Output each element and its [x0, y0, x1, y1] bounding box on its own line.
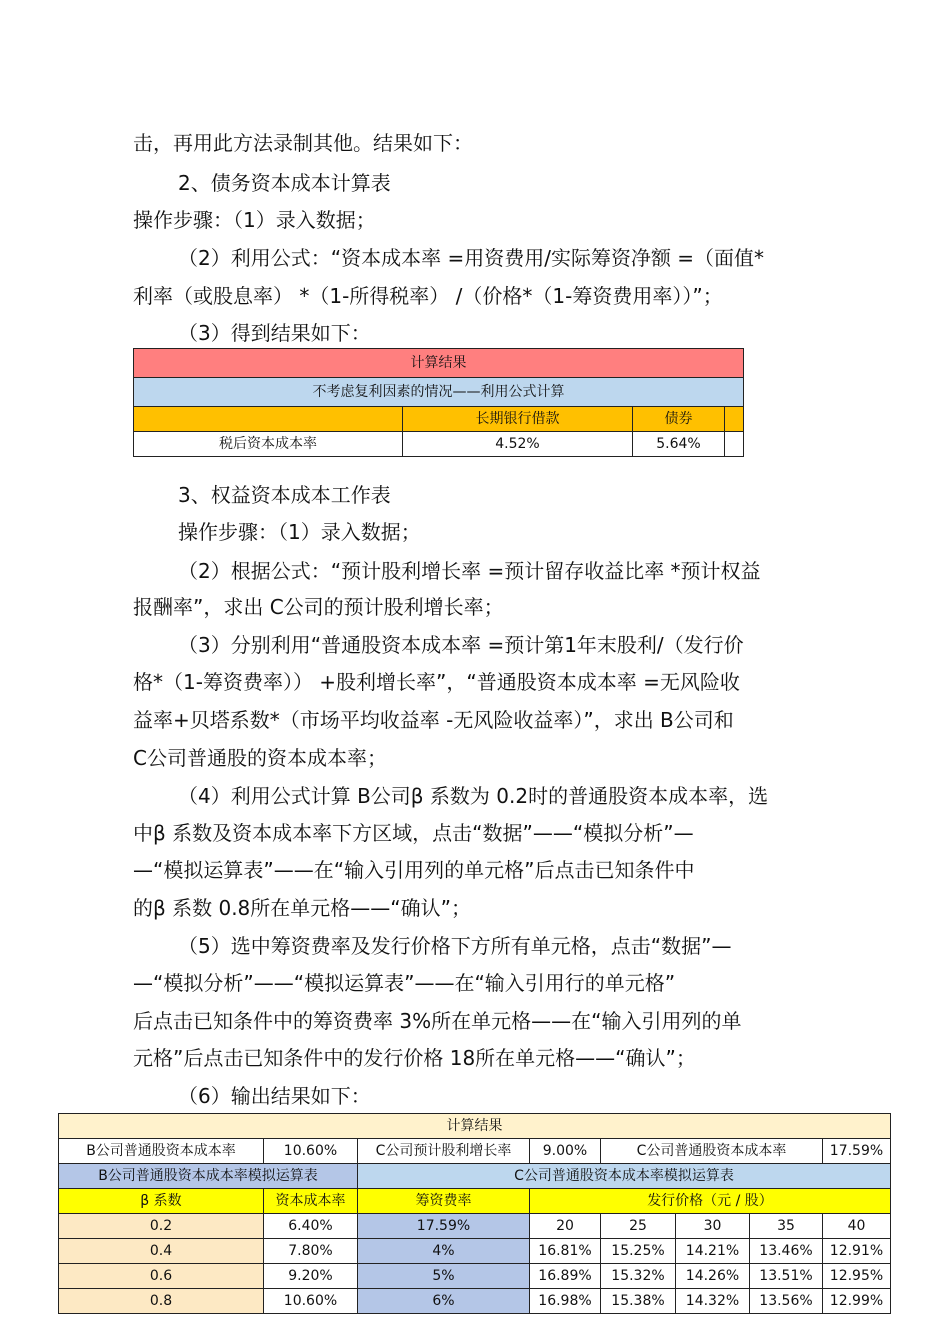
- beta-cell: 0.2: [59, 1214, 264, 1239]
- fee-cell: 6%: [358, 1289, 530, 1314]
- paragraph-line: 击，再用此方法录制其他。结果如下：: [133, 131, 473, 155]
- cell-empty: [725, 432, 744, 457]
- cell-value: 5.64%: [633, 432, 725, 457]
- header-price: 发行价格（元 / 股）: [530, 1189, 891, 1214]
- cost-cell: 9.20%: [264, 1264, 358, 1289]
- beta-cell: 0.8: [59, 1289, 264, 1314]
- price-cell: 30: [676, 1214, 750, 1239]
- header-fee: 筹资费率: [358, 1189, 530, 1214]
- paragraph-line: 操作步骤：（1）录入数据；: [133, 208, 376, 232]
- header-bank-loan: 长期银行借款: [403, 407, 633, 432]
- paragraph-line: 的β 系数 0.8所在单元格——“确认”；: [133, 896, 472, 920]
- paragraph-line: （6）输出结果如下：: [178, 1084, 371, 1108]
- result-cell: 13.46%: [750, 1239, 823, 1264]
- header-filler: [725, 407, 744, 432]
- fee-cell: 17.59%: [358, 1214, 530, 1239]
- cost-cell: 10.60%: [264, 1289, 358, 1314]
- equity-cost-table: [58, 1113, 891, 1314]
- result-cell: 12.95%: [823, 1264, 891, 1289]
- paragraph-line: （5）选中筹资费率及发行价格下方所有单元格，点击“数据”—: [178, 934, 732, 958]
- table-title: 计算结果: [134, 349, 744, 378]
- cost-cell: 6.40%: [264, 1214, 358, 1239]
- result-cell: 15.38%: [601, 1289, 676, 1314]
- price-cell: 25: [601, 1214, 676, 1239]
- header-bond: 债券: [633, 407, 725, 432]
- paragraph-line: —“模拟运算表”——在“输入引用列的单元格”后点击已知条件中: [133, 858, 695, 882]
- paragraph-line: （3）得到结果如下：: [178, 321, 371, 345]
- summary-value: 17.59%: [823, 1139, 891, 1164]
- paragraph-line: —“模拟分析”——“模拟运算表”——在“输入引用行的单元格”: [133, 971, 676, 995]
- summary-value: 10.60%: [264, 1139, 358, 1164]
- result-cell: 13.56%: [750, 1289, 823, 1314]
- cell-value: 4.52%: [403, 432, 633, 457]
- result-cell: 14.32%: [676, 1289, 750, 1314]
- cost-cell: 7.80%: [264, 1239, 358, 1264]
- header-cost: 资本成本率: [264, 1189, 358, 1214]
- beta-cell: 0.6: [59, 1264, 264, 1289]
- summary-label: C公司预计股利增长率: [358, 1139, 530, 1164]
- section-heading-debt: 2、债务资本成本计算表: [178, 171, 391, 195]
- price-cell: 40: [823, 1214, 891, 1239]
- paragraph-line: （3）分别利用“普通股资本成本率 =预计第1年末股利/（发行价: [178, 633, 744, 657]
- table-subtitle: 不考虑复利因素的情况——利用公式计算: [134, 378, 744, 407]
- section-label-c: C公司普通股资本成本率模拟运算表: [358, 1164, 891, 1189]
- result-cell: 12.99%: [823, 1289, 891, 1314]
- result-cell: 16.89%: [530, 1264, 601, 1289]
- paragraph-line: C公司普通股的资本成本率；: [133, 746, 387, 770]
- price-cell: 35: [750, 1214, 823, 1239]
- price-cell: 20: [530, 1214, 601, 1239]
- header-blank: [134, 407, 403, 432]
- paragraph-line: （4）利用公式计算 B公司β 系数为 0.2时的普通股资本成本率，选: [178, 784, 769, 808]
- table-title: 计算结果: [59, 1114, 891, 1139]
- paragraph-line: 操作步骤：（1）录入数据；: [178, 520, 421, 544]
- paragraph-line: 后点击已知条件中的筹资费率 3%所在单元格——在“输入引用列的单: [133, 1009, 742, 1033]
- result-cell: 15.32%: [601, 1264, 676, 1289]
- fee-cell: 4%: [358, 1239, 530, 1264]
- result-cell: 15.25%: [601, 1239, 676, 1264]
- paragraph-line: 报酬率”，求出 C公司的预计股利增长率；: [133, 595, 504, 619]
- section-heading-equity: 3、权益资本成本工作表: [178, 483, 391, 507]
- beta-cell: 0.4: [59, 1239, 264, 1264]
- result-cell: 13.51%: [750, 1264, 823, 1289]
- paragraph-line: （2）根据公式：“预计股利增长率 =预计留存收益比率 *预计权益: [178, 559, 761, 583]
- paragraph-line: 格*（1-筹资费率）） +股利增长率”，“普通股资本成本率 =无风险收: [133, 670, 740, 694]
- section-label-b: B公司普通股资本成本率模拟运算表: [59, 1164, 358, 1189]
- paragraph-line: 益率+贝塔系数*（市场平均收益率 -无风险收益率）”，求出 B公司和: [133, 708, 734, 732]
- summary-label: C公司普通股资本成本率: [601, 1139, 823, 1164]
- result-cell: 16.81%: [530, 1239, 601, 1264]
- summary-value: 9.00%: [530, 1139, 601, 1164]
- row-label: 税后资本成本率: [134, 432, 403, 457]
- result-cell: 16.98%: [530, 1289, 601, 1314]
- paragraph-line: 利率（或股息率） *（1-所得税率） /（价格*（1-筹资费用率））”；: [133, 284, 723, 308]
- debt-cost-table: [133, 348, 744, 457]
- result-cell: 14.21%: [676, 1239, 750, 1264]
- summary-label: B公司普通股资本成本率: [59, 1139, 264, 1164]
- paragraph-line: 元格”后点击已知条件中的发行价格 18所在单元格——“确认”；: [133, 1046, 696, 1070]
- paragraph-line: （2）利用公式：“资本成本率 =用资费用/实际筹资净额 =（面值*: [178, 246, 765, 270]
- result-cell: 14.26%: [676, 1264, 750, 1289]
- paragraph-line: 中β 系数及资本成本率下方区域，点击“数据”——“模拟分析”—: [133, 821, 694, 845]
- header-beta: β 系数: [59, 1189, 264, 1214]
- result-cell: 12.91%: [823, 1239, 891, 1264]
- fee-cell: 5%: [358, 1264, 530, 1289]
